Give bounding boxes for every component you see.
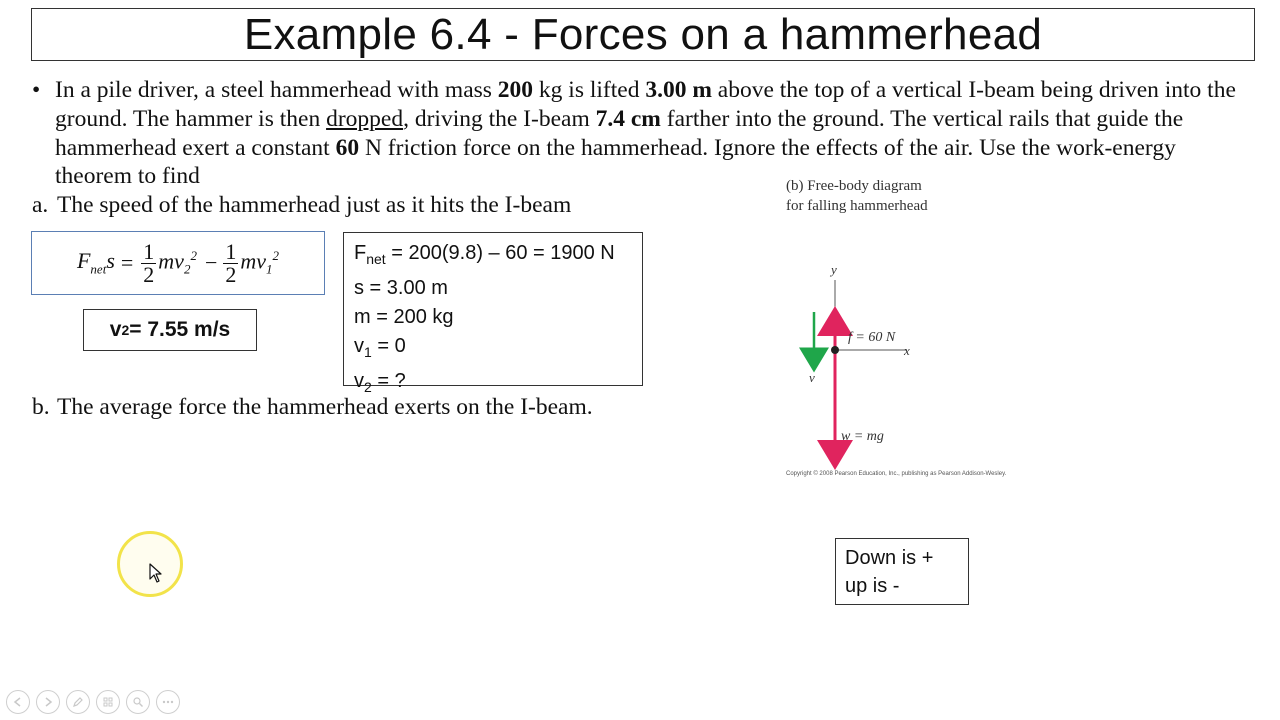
answer-part-a	[83, 309, 257, 351]
x-label: x	[904, 343, 910, 358]
hammerhead-point	[831, 346, 839, 354]
eq-minus: −	[204, 250, 218, 275]
prev-icon[interactable]	[6, 690, 30, 714]
y-label: y	[831, 262, 837, 277]
next-icon[interactable]	[36, 690, 60, 714]
answer-value: = 7.55 m/s	[129, 318, 231, 341]
part-a-letter: a.	[32, 192, 49, 218]
given-s: s = 3.00 m	[354, 277, 448, 299]
height-value: 3.00 m	[645, 77, 712, 103]
given-sub: 2	[364, 379, 372, 395]
given-text: = ?	[371, 370, 406, 392]
zoom-icon[interactable]	[126, 690, 150, 714]
text-run: In a pile driver, a steel hammerhead with mass	[55, 77, 498, 103]
sign-line: up is -	[845, 575, 900, 597]
problem-statement	[32, 76, 1247, 191]
given-text: = 0	[371, 335, 406, 357]
diagram-caption	[786, 176, 928, 216]
text-run: kg is lifted	[533, 77, 646, 103]
given-values-box	[343, 232, 643, 395]
more-icon[interactable]	[156, 690, 180, 714]
fraction-half	[141, 238, 156, 287]
given-text: = 200(9.8) – 60 = 1900 N	[385, 242, 615, 264]
frac-num: 1	[143, 238, 155, 264]
fraction-half	[223, 238, 238, 287]
eq-sub1: 1	[266, 261, 273, 277]
frac-num: 1	[225, 238, 237, 264]
eq-sup2: 2	[272, 248, 280, 264]
answer-v: v	[109, 318, 122, 341]
part-a	[32, 192, 571, 219]
slide-title	[31, 8, 1255, 61]
v-label: v	[809, 370, 815, 385]
work-energy-equation	[31, 231, 325, 295]
given-v2	[354, 367, 632, 402]
caption-line: for falling hammerhead	[786, 198, 928, 214]
depth-value: 7.4 cm	[595, 105, 661, 132]
slides-icon[interactable]	[96, 690, 120, 714]
caption-line: (b) Free-body diagram	[786, 178, 922, 194]
free-body-diagram	[780, 255, 980, 470]
text-run: above the top of a vertical I-beam being driven into the ground. The hammer is then	[55, 77, 1236, 132]
given-m: m = 200 kg	[354, 306, 454, 328]
part-a-text: The speed of the hammerhead just as it hits the I-beam	[57, 192, 572, 218]
mouse-pointer-icon	[149, 563, 163, 583]
presentation-toolbar	[6, 690, 180, 714]
weight-label: w = mg	[841, 429, 884, 444]
pen-icon[interactable]	[66, 690, 90, 714]
part-b-letter: b.	[32, 394, 50, 420]
sign-line: Down is +	[845, 547, 934, 569]
eq-mv: mv	[240, 248, 267, 274]
eq-net-sub: net	[90, 261, 107, 277]
eq-s: s	[106, 248, 115, 274]
eq-mv: mv	[158, 248, 184, 274]
text-run: , driving the I-beam	[403, 105, 596, 132]
term-v1	[240, 248, 279, 278]
given-fnet	[354, 239, 632, 274]
eq-F: F	[76, 248, 91, 274]
sign-convention-box	[835, 538, 969, 605]
friction-label: f = 60 N	[848, 330, 896, 345]
answer-sub: 2	[121, 322, 130, 338]
eq-sup2: 2	[190, 248, 197, 264]
copyright-notice: Copyright © 2008 Pearson Education, Inc., publishing as Pearson Addison-Wesley.	[786, 471, 1007, 477]
mass-value: 200	[497, 77, 534, 103]
friction-value: 60	[335, 134, 360, 161]
problem-text	[55, 76, 1247, 191]
given-sub: net	[366, 251, 386, 267]
given-sub: 1	[364, 344, 372, 360]
term-v2	[158, 248, 197, 278]
lhs	[77, 248, 115, 277]
dropped-word: dropped	[326, 105, 404, 132]
eq-sub2: 2	[183, 261, 191, 277]
frac-den: 2	[225, 261, 237, 287]
eq-equals: =	[120, 250, 134, 275]
slide-title-text: Example 6.4 - Forces on a hammerhead	[243, 9, 1043, 59]
frac-den: 2	[143, 261, 155, 287]
part-b-text: The average force the hammerhead exerts on the I-beam.	[57, 394, 593, 420]
given-text: v	[354, 335, 364, 357]
bullet-marker: •	[32, 77, 41, 103]
text-run: farther into the ground. The vertical rails that guide the hammerhead exert a constant	[55, 105, 1184, 161]
given-v1	[354, 332, 632, 367]
given-text: F	[354, 242, 367, 264]
given-text: v	[354, 370, 364, 392]
text-run: N friction force on the hammerhead. Ignore the effects of the air. Use the work-energy theorem to find	[55, 134, 1176, 190]
